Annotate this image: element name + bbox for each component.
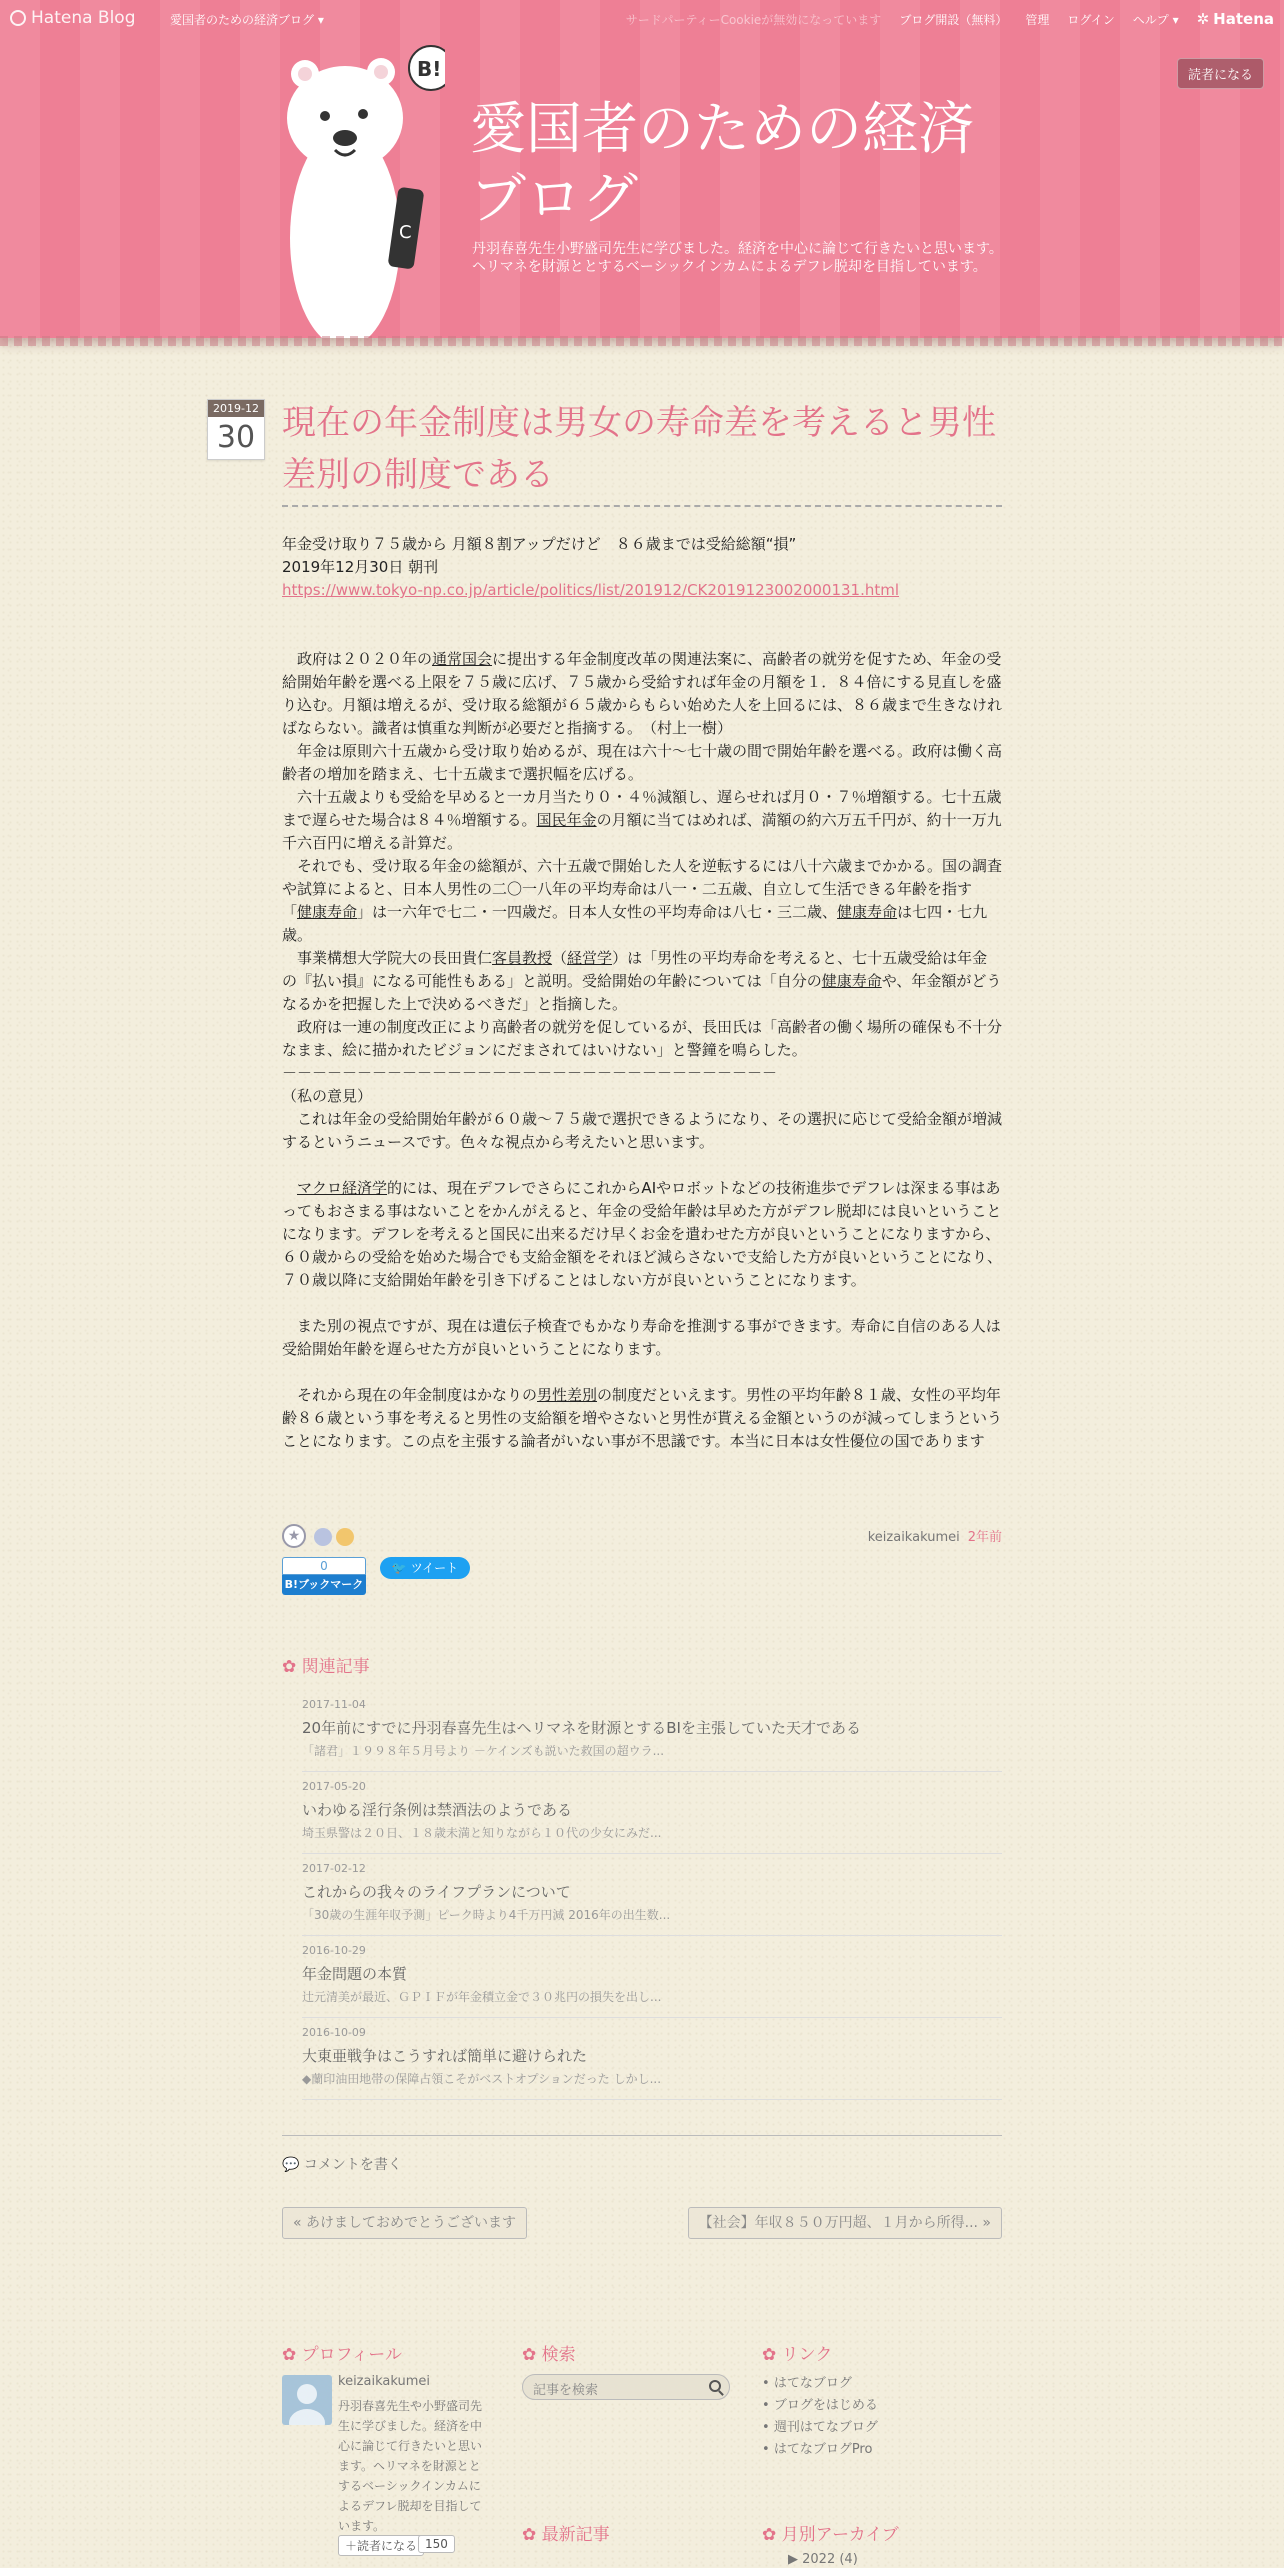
paragraph: また別の視点ですが、現在は遺伝子検査でもかなり寿命を推測する事ができます。寿命に自信のある人は受給開始年齢を遅らせた方が良いということになります。 [282, 1317, 1001, 1358]
related-entries-heading: ✿ 関連記事 [282, 1657, 370, 1677]
related-entry[interactable] [302, 1690, 1002, 1772]
hatena-bookmark-button[interactable] [282, 1557, 366, 1595]
write-comment-link[interactable]: 💬 コメントを書く [282, 2157, 402, 2173]
links-list [762, 2373, 878, 2461]
hatena-brand-link[interactable]: ✲ Hatena [1196, 10, 1274, 28]
login-link[interactable]: ログイン [1067, 12, 1115, 27]
link-item[interactable]: • 週刊はてなブログ [762, 2417, 878, 2439]
hatena-bookmark-label[interactable]: B!ブックマーク [282, 1575, 366, 1595]
blog-header [0, 0, 1284, 338]
hatena-sun-icon: ✲ [1196, 10, 1210, 28]
entry-time-ago[interactable]: 2年前 [967, 1530, 1002, 1545]
add-star-icon[interactable]: ★ [282, 1524, 306, 1548]
paragraph: 政府は２０２０年の通常国会に提出する年金制度改革の関連法案に、高齢者の就労を促すため、年金の受給開始年齢を選べる上限を７５歳に広げ、７５歳から受給すれば年金の月額を１．８４倍にする見直しを盛り込む。月額は増えるが、受け取る総額が６５歳からもらい始めた人を上回るには、８６歳まで生きなければならない。識者は慎重な判断が必要だと指摘する。 （村上一樹） [282, 650, 1003, 737]
paragraph: 政府は一連の制度改正により高齢者の就労を促しているが、長田氏は「高齢者の働く場所の確保も不十分なまま、絵に描かれたビジョンにだまされてはいけない」と警鐘を鳴らした。 [282, 1018, 1003, 1059]
related-entry-date: 2017-11-04 [302, 1698, 366, 1711]
profile-heading: ✿ プロフィール [282, 2345, 402, 2365]
related-entry-date: 2016-10-29 [302, 1944, 366, 1957]
bear-speech-bubble-text: B! [417, 57, 442, 81]
keyword-link[interactable]: マクロ経済学 [297, 1179, 388, 1197]
article-date: 2019年12月30日 朝刊 [282, 558, 439, 576]
flower-icon: ✿ [282, 2345, 297, 2365]
comment-divider [282, 2135, 1002, 2136]
keyword-link[interactable]: 健康寿命 [837, 903, 898, 921]
svg-text:C: C [399, 222, 412, 243]
next-entry-button[interactable]: 【社会】年収８５０万円超、１月から所得... » [688, 2207, 1002, 2239]
related-entry-title[interactable]: いわゆる淫行条例は禁酒法のようである [302, 1801, 573, 1819]
related-entry[interactable] [302, 1772, 1002, 1854]
profile-subscribe-button[interactable]: ＋読者になる [338, 2535, 424, 2556]
related-entry-title[interactable]: 大東亜戦争はこうすれば簡単に避けられた [302, 2047, 588, 2065]
entry-date-day: 30 [216, 420, 256, 455]
keyword-link[interactable]: 健康寿命 [297, 903, 358, 921]
title-divider [282, 505, 1002, 507]
hatena-logo-icon [10, 10, 26, 26]
third-party-cookie-notice[interactable]: サードパーティーCookieが無効になっています [625, 12, 882, 27]
link-item[interactable]: • はてなブログPro [762, 2439, 878, 2461]
entry-author-link[interactable]: keizaikakumei [867, 1530, 960, 1545]
subscribe-button[interactable]: 読者になる [1177, 58, 1264, 89]
star-user-avatar-icon[interactable] [314, 1528, 332, 1546]
archive-heading: ✿ 月別アーカイブ [762, 2525, 899, 2545]
paragraph: マクロ経済学的には、現在デフレでさらにこれからAIやロボットなどの技術進歩でデフレは深まる事はあってもおさまる事はないことをかんがえると、年金の受給年齢は早めた方がデフレ脱却には良いということになります。デフレを考えると国民に出来るだけ早くお金を遣わせた方が良いということになりますから、６０歳からの受給を始めた場合でも支給金額をそれほど減らさないで支給した方が良いということになり、７０歳以降に支給開始年齢を引き下げることはしない方が良いということになります。 [282, 1179, 1003, 1289]
link-item[interactable]: • ブログをはじめる [762, 2395, 878, 2417]
search-input[interactable]: 記事を検索 [522, 2374, 730, 2400]
keyword-link[interactable]: 通常国会 [432, 650, 493, 668]
flower-icon: ✿ [282, 1657, 297, 1677]
related-entry-snippet: 埼玉県警は２０日、１８歳未満と知りながら１０代の少女にみだ... [302, 1826, 662, 1840]
blog-title[interactable]: 愛国者のための経済ブログ [470, 97, 974, 232]
related-entry-title[interactable]: これからの我々のライフプランについて [302, 1883, 571, 1901]
manage-link[interactable]: 管理 [1025, 12, 1050, 27]
search-heading: ✿ 検索 [522, 2345, 576, 2365]
links-heading: ✿ リンク [762, 2345, 833, 2365]
archive-year-item[interactable]: ▶ 2022 (4) [788, 2552, 858, 2567]
article-headline: 年金受け取り７５歳から 月額８割アップだけど ８６歳までは受給総額“損” [282, 535, 797, 553]
global-header-bar [0, 0, 1284, 36]
related-entry[interactable] [302, 2018, 1002, 2100]
related-entry-title[interactable]: 年金問題の本質 [302, 1965, 408, 1983]
hatena-blog-logo[interactable]: Hatena Blog [10, 8, 136, 28]
entry-content [282, 533, 1002, 1453]
comment-bubble-icon: 💬 [282, 2157, 300, 2173]
related-entry-snippet: ◆蘭印油田地帯の保障占領こそがベストオプションだった しかし... [302, 2072, 662, 2086]
source-url-link[interactable]: https://www.tokyo-np.co.jp/article/politics/list/201912/CK2019123002000131.html [282, 581, 900, 599]
paragraph: 事業構想大学院大の長田貴仁客員教授（経営学）は「男性の平均寿命を考えると、七十五歳受給は年金の『払い損』になる可能性もある」と説明。受給開始の年齢については「自分の健康寿命や、年金額がどうなるかを把握した上で決めるべきだ」と指摘した。 [282, 949, 1002, 1013]
profile-avatar[interactable] [282, 2375, 332, 2425]
related-entry-date: 2016-10-09 [302, 2026, 366, 2039]
entry-footer [282, 1522, 1002, 1591]
related-entry-title[interactable]: 20年前にすでに丹羽春喜先生はヘリマネを財源とするBIを主張していた天才である [302, 1719, 861, 1737]
flower-icon: ✿ [762, 2525, 777, 2545]
paragraph: それでも、受け取る年金の総額が、六十五歳で開始した人を逆転するには八十六歳までかかる。国の調査や試算によると、日本人男性の二〇一八年の平均寿命は八一・二五歳、自立して生活できる年齢を指す「健康寿命」は一六年で七二・一四歳だ。日本人女性の平均寿命は八七・三二歳、健康寿命は七四・七九歳。 [282, 857, 1003, 944]
paragraph: 年金は原則六十五歳から受け取り始めるが、現在は六十～七十歳の間で開始年齢を選べる。政府は働く高齢者の増加を踏まえ、七十五歳まで選択幅を広げる。 [282, 742, 1003, 783]
related-entry[interactable] [302, 1936, 1002, 2018]
user-silhouette-icon [282, 2375, 332, 2425]
keyword-link[interactable]: 国民年金 [536, 811, 597, 829]
blog-selector[interactable]: 愛国者のための経済ブログ ▾ [170, 13, 324, 27]
related-entry-snippet: 「30歳の生涯年収予測」ピーク時より4千万円減 2016年の出生数... [302, 1908, 671, 1922]
subscriber-count[interactable]: 150 [418, 2535, 455, 2553]
keyword-link[interactable]: 客員教授 [492, 949, 553, 967]
tweet-button[interactable]: 🐦 ツイート [380, 1557, 470, 1579]
opinion-heading: （私の意見） [282, 1087, 373, 1105]
profile-name-link[interactable]: keizaikakumei [338, 2374, 430, 2389]
related-entry[interactable] [302, 1854, 1002, 1936]
related-entry-snippet: 辻元清美が最近、ＧＰＩＦが年金積立金で３０兆円の損失を出し... [302, 1990, 662, 2004]
keyword-link[interactable]: 健康寿命 [821, 972, 882, 990]
bear-mascot-image [275, 38, 445, 338]
flower-icon: ✿ [762, 2345, 777, 2365]
star-user-avatar-icon[interactable] [336, 1528, 354, 1546]
entry-author-line [868, 1526, 1002, 1545]
hatena-bookmark-count[interactable]: 0 [282, 1557, 366, 1575]
help-menu[interactable]: ヘルプ ▾ [1132, 12, 1179, 27]
recent-entries-heading: ✿ 最新記事 [522, 2525, 610, 2545]
related-entry-date: 2017-02-12 [302, 1862, 366, 1875]
twitter-bird-icon: 🐦 [391, 1561, 407, 1575]
flower-icon: ✿ [522, 2345, 537, 2365]
keyword-link[interactable]: 男性差別 [537, 1386, 598, 1404]
flower-icon: ✿ [522, 2525, 537, 2545]
paragraph: これは年金の受給開始年齢が６０歳〜７５歳で選択できるようになり、その選択に応じて受給金額が増減するというニュースです。色々な視点から考えたいと思います。 [282, 1110, 1003, 1151]
related-entries-list [302, 1690, 1002, 2100]
entry-title[interactable]: 現在の年金制度は男女の寿命差を考えると男性差別の制度である [282, 403, 996, 495]
paragraph: それから現在の年金制度はかなりの男性差別の制度だといえます。男性の平均年齢８１歳、女性の平均年齢８６歳という事を考えると男性の支給額を増やさないと男性が貰える金額というのが減ってしまうということになります。この点を主張する論者がいない事が不思議です。本当に日本は女性優位の国であります [282, 1386, 1003, 1450]
entry-date[interactable] [207, 399, 265, 460]
entry-date-year-month: 2019-12 [208, 400, 264, 417]
search-icon[interactable] [709, 2380, 721, 2392]
open-blog-link[interactable]: ブログ開設（無料） [899, 12, 1008, 27]
divider-line: －－－－－－－－－－－－－－－－－－－－－－－－－－－－－－－－－ [282, 1064, 778, 1082]
related-entry-snippet: 「諸君」１９９８年５月号より －ケインズも説いた救国の超ウラ... [302, 1744, 665, 1758]
blog-description: 丹羽春喜先生小野盛司先生に学びました。経済を中心に論じて行きたいと思います。ヘリマネを財源ととするベーシックインカムによるデフレ脱却を目指しています。 [472, 241, 1003, 275]
link-item[interactable]: • はてなブログ [762, 2373, 878, 2395]
keyword-link[interactable]: 経営学 [567, 949, 613, 967]
paragraph: 六十五歳よりも受給を早めると一カ月当たり０・４％減額し、遅らせれば月０・７％増額する。七十五歳まで遅らせた場合は８４％増額する。国民年金の月額に当てはめれば、満額の約六万五千円が、約十一万九千六百円に増える計算だ。 [282, 788, 1002, 852]
prev-entry-button[interactable]: « あけましておめでとうございます [282, 2207, 527, 2239]
related-entry-date: 2017-05-20 [302, 1780, 366, 1793]
profile-description: 丹羽春喜先生や小野盛司先生に学びました。経済を中心に論じて行きたいと思います。ヘリマネを財源ととするベーシックインカムによるデフレ脱却を目指しています。 [338, 2399, 483, 2533]
